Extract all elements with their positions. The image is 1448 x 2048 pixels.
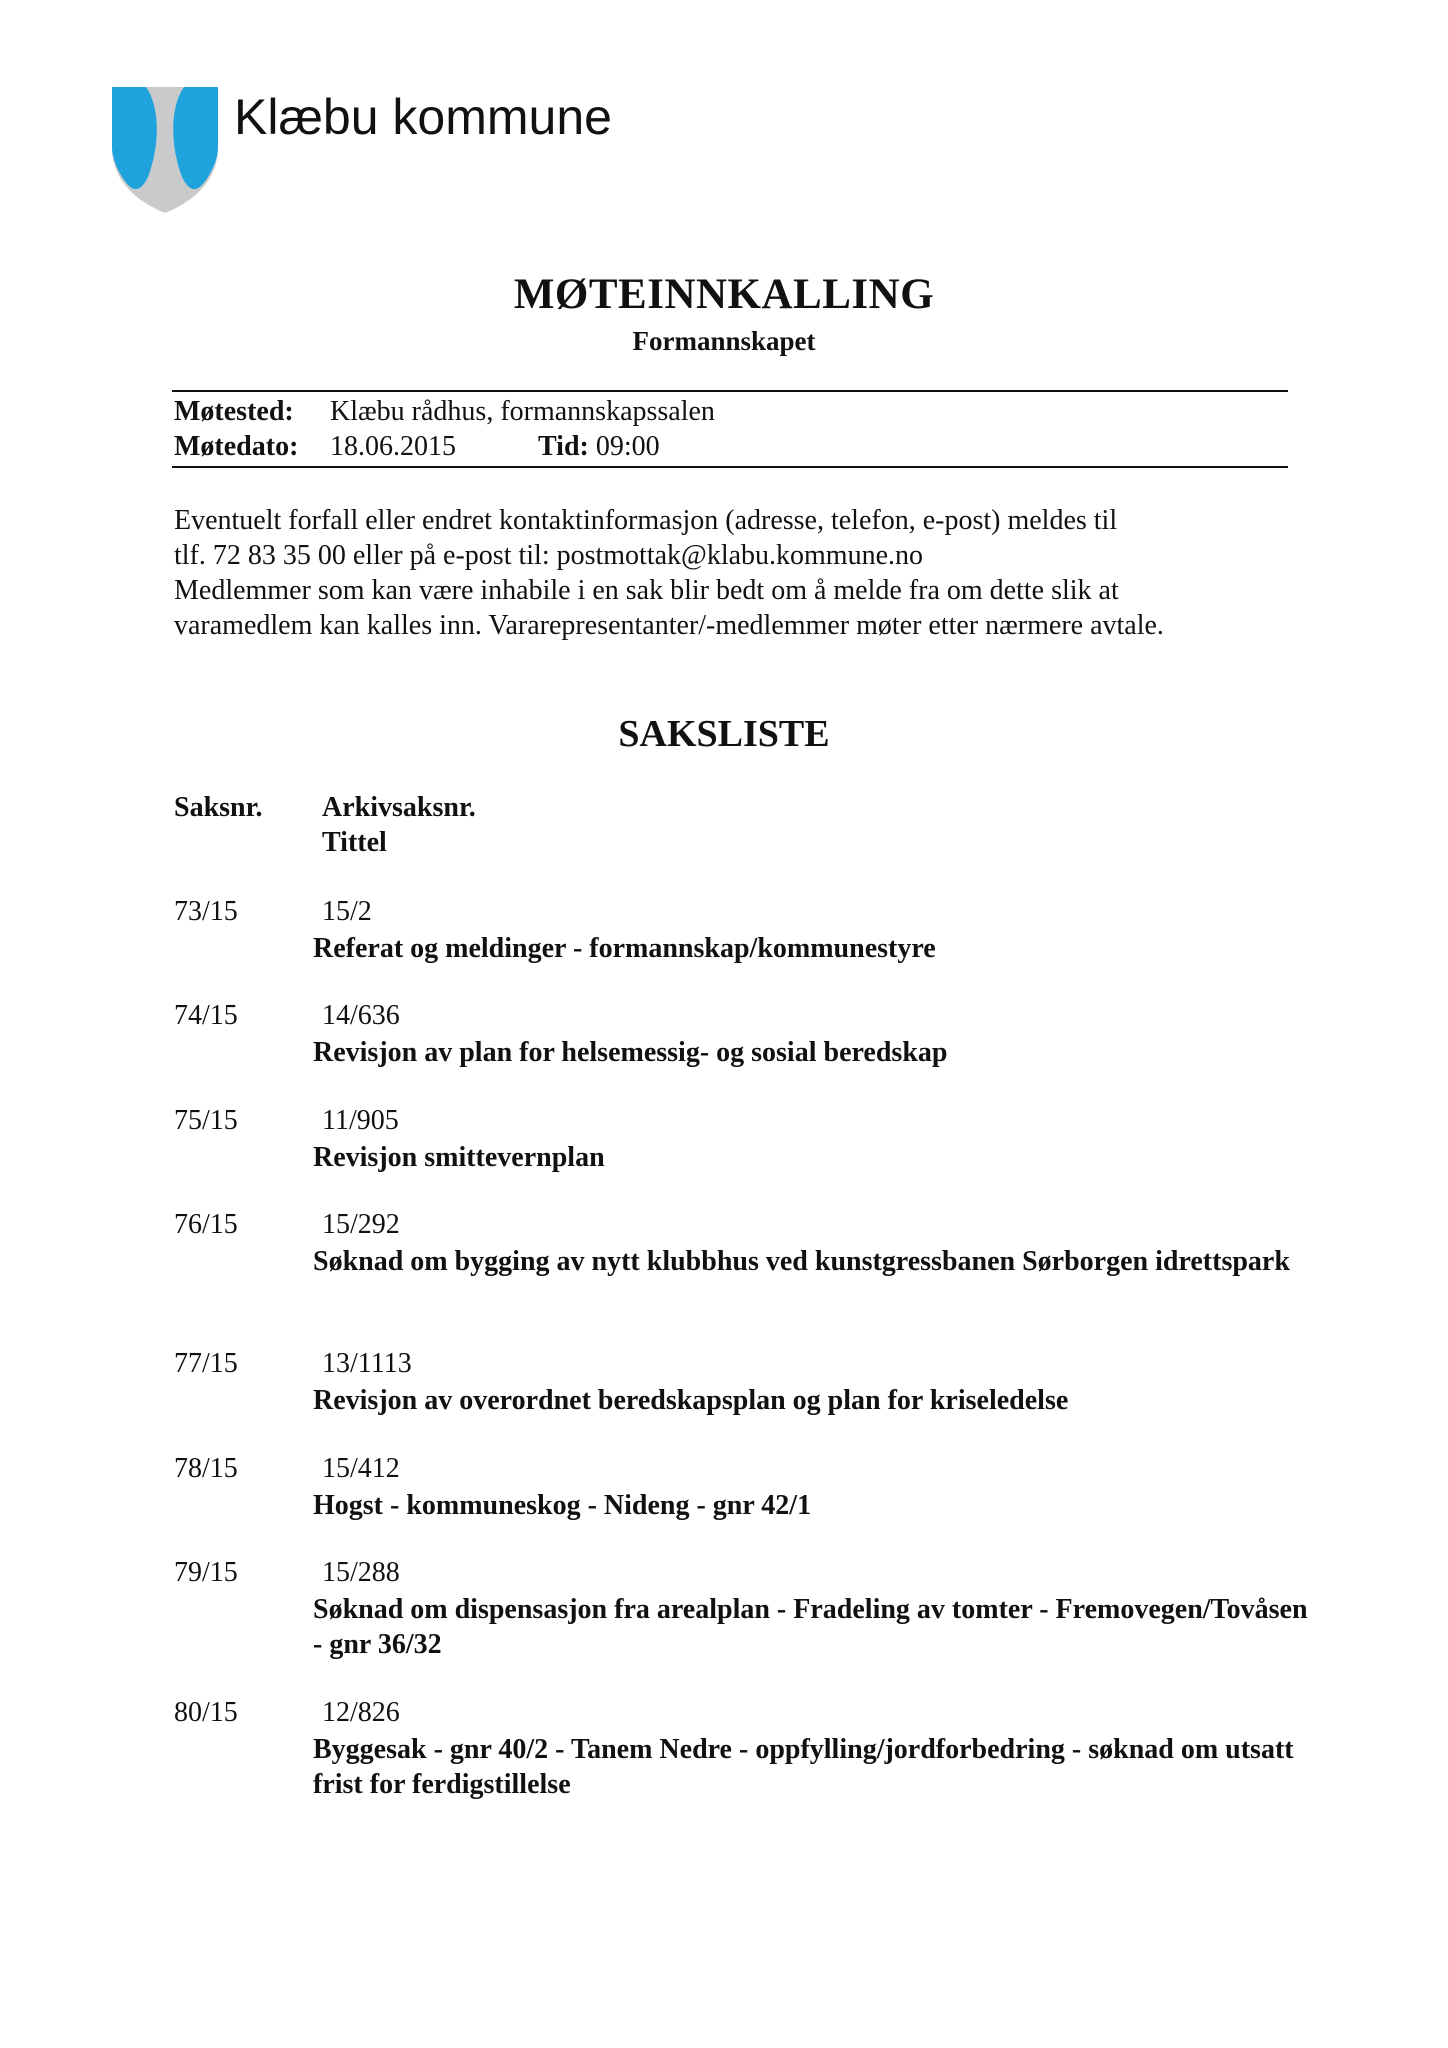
case-number: 78/15	[174, 1453, 238, 1484]
meeting-time	[538, 431, 660, 463]
archive-number: 12/826	[322, 1697, 400, 1728]
municipal-coat-of-arms-icon	[110, 85, 220, 215]
case-title: Søknad om bygging av nytt klubbhus ved kunstgressbanen Sørborgen idrettspark	[313, 1246, 1290, 1277]
case-number: 74/15	[174, 1000, 238, 1031]
case-number: 76/15	[174, 1209, 238, 1240]
case-number: 80/15	[174, 1697, 238, 1728]
meeting-place-row	[174, 396, 715, 428]
case-number: 77/15	[174, 1348, 238, 1379]
column-header-arkivsaksnr: Arkivsaksnr.	[322, 792, 476, 823]
case-number: 73/15	[174, 896, 238, 927]
archive-number: 13/1113	[322, 1348, 412, 1379]
case-title: Revisjon av overordnet beredskapsplan og plan for kriseledelse	[313, 1385, 1069, 1416]
notice-line: Eventuelt forfall eller endret kontaktinformasjon (adresse, telefon, e-post) meldes til	[174, 505, 1118, 536]
column-header-tittel: Tittel	[322, 827, 387, 858]
organization-name: Klæbu kommune	[234, 89, 612, 145]
archive-number: 14/636	[322, 1000, 400, 1031]
case-title: Referat og meldinger - formannskap/kommunestyre	[313, 933, 936, 964]
meeting-date-value: 18.06.2015	[330, 431, 456, 462]
case-title: Revisjon av plan for helsemessig- og sosial beredskap	[313, 1037, 948, 1068]
meeting-time-value: 09:00	[595, 431, 660, 462]
archive-number: 11/905	[322, 1105, 399, 1136]
meeting-date-label: Møtedato:	[174, 431, 299, 462]
divider-bottom	[172, 466, 1288, 468]
archive-number: 15/292	[322, 1209, 400, 1240]
case-number: 75/15	[174, 1105, 238, 1136]
meeting-place-label: Møtested:	[174, 396, 294, 427]
notice-paragraph	[174, 503, 1294, 643]
document-title: MØTEINNKALLING	[513, 271, 935, 318]
column-header-saksnr: Saksnr.	[174, 792, 263, 823]
case-number: 79/15	[174, 1557, 238, 1588]
archive-number: 15/288	[322, 1557, 400, 1588]
notice-line: varamedlem kan kalles inn. Vararepresentanter/-medlemmer møter etter nærmere avtale.	[174, 610, 1164, 641]
divider-top	[172, 390, 1288, 392]
document-subtitle: Formannskapet	[632, 326, 816, 356]
case-title: Byggesak - gnr 40/2 - Tanem Nedre - oppfylling/jordforbedring - søknad om utsatt frist for ferdigstillelse	[313, 1734, 1294, 1800]
case-title: Hogst - kommuneskog - Nideng - gnr 42/1	[313, 1490, 812, 1521]
notice-line: tlf. 72 83 35 00 eller på e-post til: postmottak@klabu.kommune.no	[174, 540, 924, 571]
case-title: Revisjon smittevernplan	[313, 1142, 605, 1173]
notice-line: Medlemmer som kan være inhabile i en sak blir bedt om å melde fra om dette slik at	[174, 575, 1119, 606]
archive-number: 15/2	[322, 896, 372, 927]
case-list-title: SAKSLISTE	[618, 713, 830, 755]
meeting-date-row	[174, 431, 660, 463]
case-title: Søknad om dispensasjon fra arealplan - Fradeling av tomter - Fremovegen/Tovåsen - gnr 36/32	[313, 1594, 1308, 1660]
archive-number: 15/412	[322, 1453, 400, 1484]
meeting-place-value: Klæbu rådhus, formannskapssalen	[330, 396, 715, 427]
meeting-time-label: Tid:	[538, 431, 589, 462]
